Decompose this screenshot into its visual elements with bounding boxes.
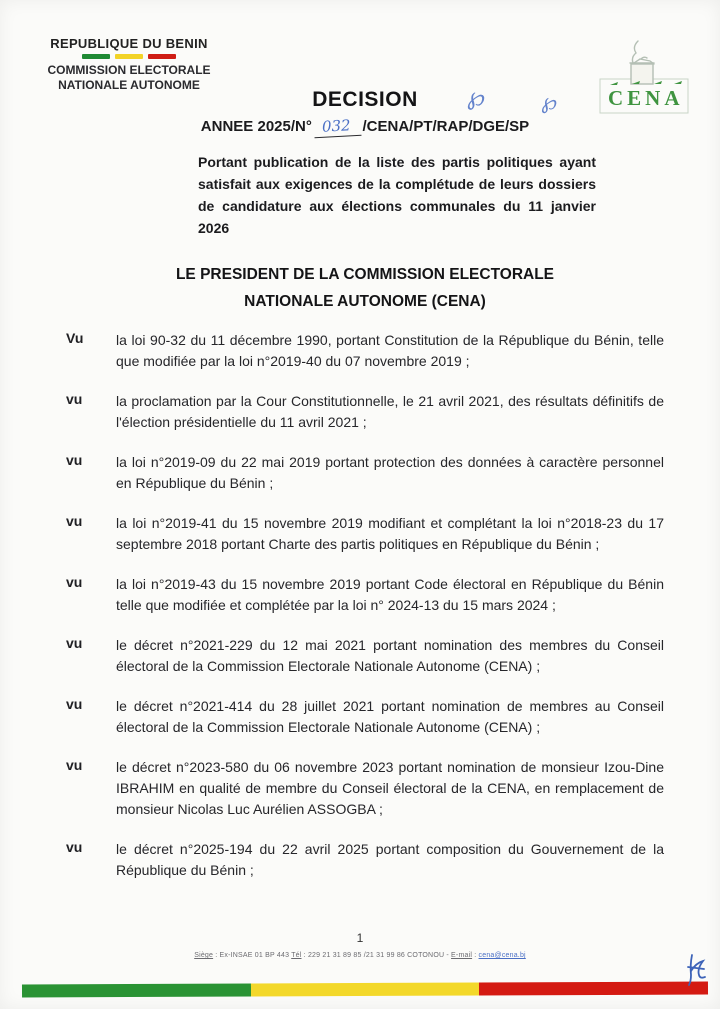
tel-label: Tél: [291, 952, 302, 959]
email-label: E-mail: [451, 952, 473, 959]
visa-row: [66, 391, 664, 433]
issuer-heading-line2: NATIONALE AUTONOME (CENA): [244, 293, 486, 310]
tel-value: : 229 21 31 89 85 /21 31 99 86 COTONOU -: [301, 952, 452, 959]
reference-prefix: ANNEE 2025/N°: [200, 118, 312, 135]
visa-text: la loi 90-32 du 11 décembre 1990, portant Constitution de la République du Bénin, telle que modifiée par la loi n°2019-40 du 07 novembre 2019 ;: [116, 332, 664, 369]
logo-text: CENA: [608, 86, 684, 110]
visa-label: vu: [66, 696, 83, 712]
visa-text: le décret n°2023-580 du 06 novembre 2023 portant nomination de monsieur Izou-Dine IBRAHIM en qualité de membre du Conseil électoral de la CENA, en remplacement de monsieur Nicolas Luc Aurélien ASSOGBA ;: [116, 759, 664, 817]
visa-text: la proclamation par la Cour Constitutionnelle, le 21 avril 2021, des résultats définitifs de l'élection présidentielle du 11 avril 2021 ;: [116, 393, 664, 430]
commission-name-line1: COMMISSION ELECTORALE: [47, 63, 211, 77]
republic-title: REPUBLIQUE DU BENIN: [50, 36, 208, 51]
handwritten-initial-icon: ℘: [466, 80, 488, 113]
visa-row: [66, 330, 664, 372]
document-reference: [60, 117, 670, 137]
visa-label: vu: [66, 391, 83, 407]
flag-green-segment: [82, 54, 110, 59]
visa-row: [66, 513, 664, 555]
document-subject: Portant publication de la liste des partis politiques ayant satisfait aux exigences de la complétude de leurs dossiers de candidature aux élections communales du 11 janvier 2026: [198, 154, 596, 236]
visa-list: [60, 330, 670, 881]
document-body: [60, 88, 670, 900]
visa-label: vu: [66, 757, 83, 773]
visa-label: vu: [66, 513, 83, 529]
email-link[interactable]: cena@cena.bj: [478, 952, 526, 959]
email-separator: :: [472, 952, 479, 959]
band-green-segment: [22, 983, 251, 997]
visa-text: la loi n°2019-09 du 22 mai 2019 portant protection des données à caractère personnel en République du Bénin ;: [116, 454, 664, 491]
visa-text: la loi n°2019-41 du 15 novembre 2019 modifiant et complétant la loi n°2018-23 du 17 septembre 2018 portant Charte des partis politiques en République du Bénin ;: [116, 515, 664, 552]
visa-label: vu: [66, 635, 83, 651]
visa-text: le décret n°2021-414 du 28 juillet 2021 portant nomination de membres au Conseil électoral de la Commission Electorale Nationale Autonome (CENA) ;: [116, 698, 664, 735]
visa-label: vu: [66, 574, 83, 590]
visa-label: Vu: [66, 330, 84, 346]
visa-row: [66, 635, 664, 677]
visa-text: le décret n°2021-229 du 12 mai 2021 portant nomination des membres du Conseil électoral de la Commission Electorale Nationale Autonome (CENA) ;: [116, 637, 664, 674]
visa-row: [66, 757, 664, 820]
benin-flag-icon: [34, 54, 224, 59]
commission-name-line2: NATIONALE AUTONOME: [58, 78, 200, 92]
handwritten-reference-number: 032: [313, 116, 361, 138]
visa-text: la loi n°2019-43 du 15 novembre 2019 portant Code électoral en République du Bénin telle que modifiée et complétée par la loi n° 2024-13 du 15 mars 2024 ;: [116, 576, 664, 613]
visa-row: [66, 452, 664, 494]
visa-label: vu: [66, 452, 83, 468]
issuer-heading: [60, 261, 670, 315]
issuer-heading-line1: LE PRESIDENT DE LA COMMISSION ELECTORALE: [175, 266, 555, 283]
band-red-segment: [479, 982, 708, 996]
reference-suffix: /CENA/PT/RAP/DGE/SP: [362, 118, 530, 135]
handwritten-initial-icon: ℘: [540, 89, 560, 116]
band-yellow-segment: [251, 983, 480, 997]
visa-row: [66, 696, 664, 738]
handwritten-paraph-icon: [682, 953, 710, 987]
footer-address-line: [0, 952, 720, 959]
flag-red-segment: [148, 54, 176, 59]
siege-label: Siège: [194, 952, 214, 959]
siege-value: : Ex-INSAE 01 BP 443: [213, 952, 292, 959]
document-title: DECISION: [312, 88, 418, 111]
flag-yellow-segment: [115, 54, 143, 59]
visa-row: [66, 574, 664, 616]
page-number: 1: [356, 931, 364, 945]
letterhead: [34, 36, 224, 93]
visa-row: [66, 839, 664, 881]
visa-text: le décret n°2025-194 du 22 avril 2025 portant composition du Gouvernement de la République du Bénin ;: [116, 841, 664, 878]
tricolor-footer-band: [22, 982, 708, 998]
visa-label: vu: [66, 839, 83, 855]
